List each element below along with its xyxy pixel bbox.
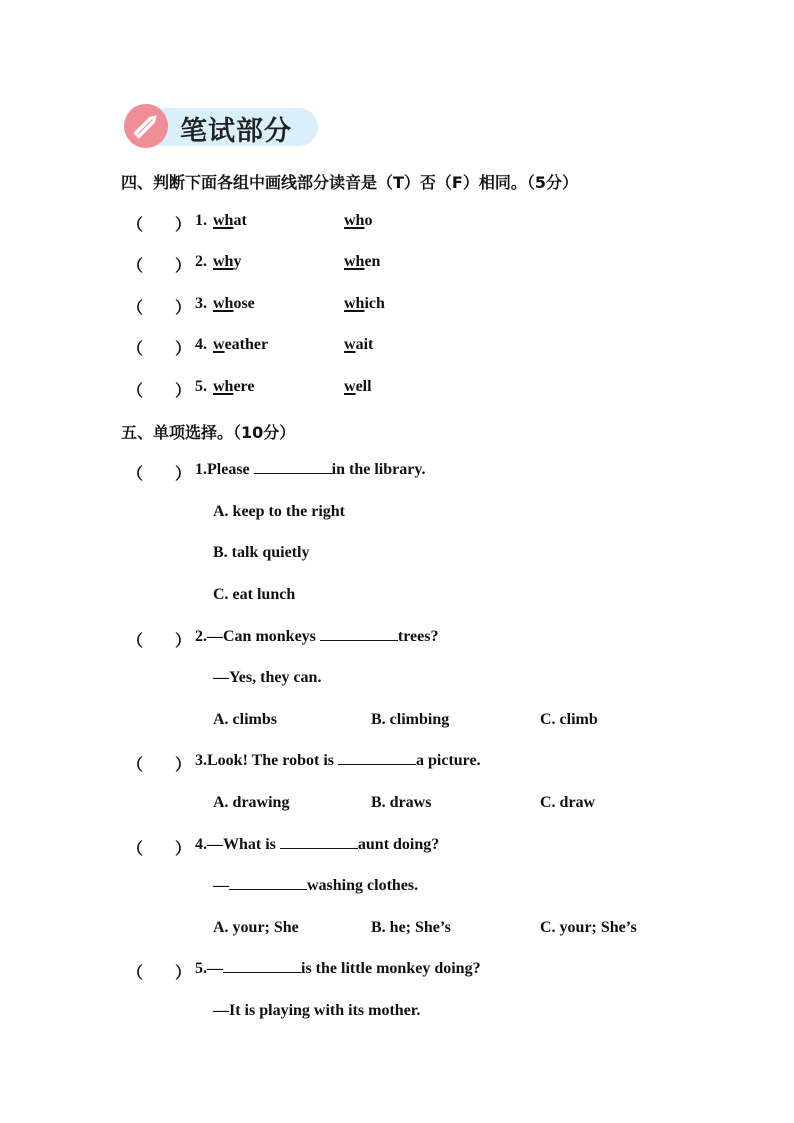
answer-paren[interactable]: （ ）: [127, 841, 192, 858]
banner-circle: [124, 104, 168, 148]
dialog-answer: —It is playing with its mother.: [213, 1002, 421, 1019]
option-a: A. drawing: [213, 794, 290, 811]
option-b: B. talk quietly: [213, 544, 310, 561]
answer-paren[interactable]: （ ）: [127, 341, 192, 358]
question-number: 4.: [195, 336, 207, 353]
answer-paren[interactable]: （ ）: [127, 383, 192, 400]
word-right: wait: [344, 336, 374, 353]
option-a: A. your; She: [213, 919, 299, 936]
fill-blank: [338, 752, 416, 765]
word-left: why: [213, 253, 242, 270]
word-right: when: [344, 253, 381, 270]
question-text: 1.Please in the library.: [195, 461, 426, 478]
option-b: B. draws: [371, 794, 432, 811]
question-number: 1.: [195, 212, 207, 229]
word-right: who: [344, 212, 373, 229]
word-left: where: [213, 378, 255, 395]
word-left: whose: [213, 295, 255, 312]
question-number: 5.: [195, 378, 207, 395]
answer-paren[interactable]: （ ）: [127, 965, 192, 982]
answer-paren[interactable]: （ ）: [127, 300, 192, 317]
word-right: which: [344, 295, 385, 312]
question-text: 2.—Can monkeys trees?: [195, 628, 439, 645]
question-text: 5.— is the little monkey doing?: [195, 960, 481, 977]
question-text: 3.Look! The robot is a picture.: [195, 752, 481, 769]
option-c: C. draw: [540, 794, 596, 811]
option-c: C. eat lunch: [213, 586, 296, 603]
answer-paren[interactable]: （ ）: [127, 258, 192, 275]
option-c: C. climb: [540, 711, 598, 728]
question-number: 3.: [195, 295, 207, 312]
section4-heading: 四、判断下面各组中画线部分读音是（T）否（F）相同。（5分）: [121, 173, 578, 192]
option-a: A. climbs: [213, 711, 277, 728]
fill-blank: [280, 836, 358, 849]
answer-paren[interactable]: （ ）: [127, 633, 192, 650]
answer-paren[interactable]: （ ）: [127, 466, 192, 483]
word-left: weather: [213, 336, 269, 353]
answer-paren[interactable]: （ ）: [127, 757, 192, 774]
section-banner: [124, 104, 318, 150]
banner-title: 笔试部分: [180, 116, 292, 147]
question-text: 4.—What is aunt doing?: [195, 836, 440, 853]
option-c: C. your; She’s: [540, 919, 637, 936]
word-left: what: [213, 212, 247, 229]
option-b: B. climbing: [371, 711, 450, 728]
option-b: B. he; She’s: [371, 919, 451, 936]
fill-blank: [223, 960, 301, 973]
fill-blank: [229, 877, 307, 890]
section5-heading: 五、单项选择。（10分）: [121, 423, 296, 442]
word-right: well: [344, 378, 372, 395]
option-a: A. keep to the right: [213, 503, 345, 520]
answer-paren[interactable]: （ ）: [127, 217, 192, 234]
dialog-answer: —Yes, they can.: [213, 669, 322, 686]
pencil-icon: [124, 104, 168, 148]
fill-blank: [254, 461, 332, 474]
fill-blank: [320, 628, 398, 641]
dialog-answer: — washing clothes.: [213, 877, 419, 894]
question-number: 2.: [195, 253, 207, 270]
